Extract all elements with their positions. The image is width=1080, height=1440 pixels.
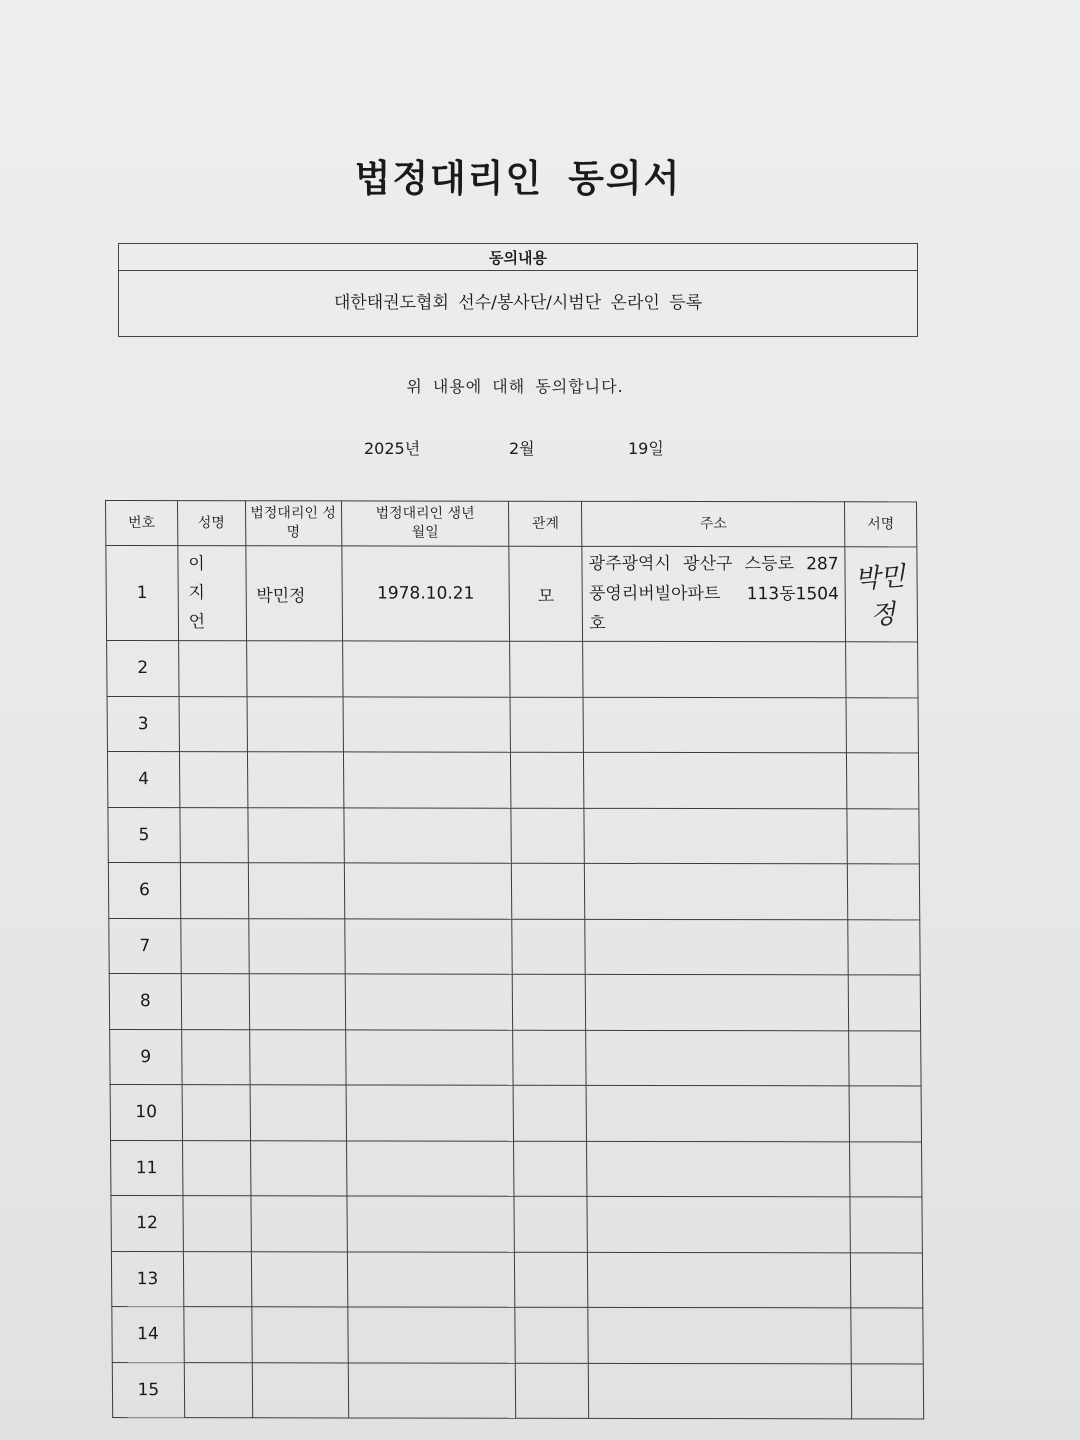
table-row <box>108 807 919 864</box>
table-row <box>106 546 918 642</box>
empty-cell <box>347 1196 515 1252</box>
empty-cell <box>589 1363 852 1419</box>
table-row <box>111 1140 922 1197</box>
rep-birthdate: 1978.10.21 <box>341 546 510 641</box>
empty-cell <box>587 1141 850 1197</box>
empty-cell <box>511 808 584 864</box>
header-rep-name-label: 법정대리인 성명 <box>250 505 337 541</box>
header-rep-name <box>245 501 341 546</box>
empty-cell <box>585 974 848 1030</box>
empty-cell <box>584 808 847 864</box>
row-number: 1 <box>106 546 179 641</box>
empty-cell <box>847 864 919 920</box>
empty-cell <box>849 1030 921 1086</box>
empty-cell <box>846 642 918 698</box>
empty-cell <box>250 1085 346 1141</box>
date-month: 2월 <box>509 439 535 458</box>
empty-cell <box>178 641 246 697</box>
empty-cell <box>250 1196 346 1252</box>
row-number: 13 <box>111 1251 183 1307</box>
empty-cell <box>346 1085 514 1141</box>
empty-cell <box>179 696 247 752</box>
empty-cell <box>180 863 248 919</box>
row-number: 14 <box>112 1307 184 1363</box>
empty-cell <box>183 1196 251 1252</box>
row-number: 6 <box>108 863 180 919</box>
empty-cell <box>511 752 584 808</box>
empty-cell <box>246 641 342 697</box>
row-number: 9 <box>110 1029 182 1085</box>
empty-cell <box>586 1030 849 1086</box>
empty-cell <box>846 697 918 753</box>
table-row <box>110 1029 921 1086</box>
student-name: 이 지 언 <box>178 546 246 641</box>
empty-cell <box>513 1030 586 1086</box>
header-address: 주소 <box>582 501 845 546</box>
empty-cell <box>180 807 248 863</box>
empty-cell <box>346 1140 514 1196</box>
empty-cell <box>516 1363 589 1419</box>
empty-cell <box>512 863 585 919</box>
table-row <box>107 752 918 809</box>
empty-cell <box>583 641 846 697</box>
empty-cell <box>251 1251 347 1307</box>
empty-cell <box>514 1141 587 1197</box>
empty-cell <box>179 752 247 808</box>
empty-cell <box>588 1252 851 1308</box>
empty-cell <box>515 1252 588 1308</box>
empty-cell <box>247 696 343 752</box>
table-row <box>111 1196 922 1253</box>
empty-cell <box>181 918 249 974</box>
table-row <box>112 1362 923 1419</box>
empty-cell <box>347 1307 515 1363</box>
empty-cell <box>585 919 848 975</box>
empty-cell <box>184 1307 252 1363</box>
signature-cell <box>845 547 918 642</box>
empty-cell <box>248 918 344 974</box>
empty-cell <box>848 975 920 1031</box>
empty-cell <box>181 974 249 1030</box>
row-number: 5 <box>108 807 180 863</box>
table-row <box>110 1085 921 1142</box>
table-row <box>112 1307 923 1364</box>
relation: 모 <box>509 546 583 641</box>
empty-cell <box>184 1362 252 1418</box>
empty-cell <box>344 863 512 919</box>
table-row <box>108 863 919 920</box>
empty-cell <box>588 1307 851 1363</box>
empty-cell <box>348 1362 516 1418</box>
empty-cell <box>345 1029 513 1085</box>
table-row <box>109 918 920 975</box>
empty-cell <box>249 974 345 1030</box>
empty-cell <box>182 1140 250 1196</box>
empty-cell <box>515 1307 588 1363</box>
empty-cell <box>248 863 344 919</box>
row-number: 11 <box>111 1140 183 1196</box>
row-number: 4 <box>107 752 179 808</box>
empty-cell <box>514 1085 587 1141</box>
empty-cell <box>343 752 511 808</box>
row-number: 12 <box>111 1196 183 1252</box>
empty-cell <box>583 697 846 753</box>
row-number: 15 <box>112 1362 184 1418</box>
empty-cell <box>510 641 583 697</box>
empty-cell <box>513 974 586 1030</box>
consent-content: 대한태권도협회 선수/봉사단/시범단 온라인 등록 <box>333 293 703 313</box>
row-number: 10 <box>110 1085 182 1141</box>
empty-cell <box>586 1085 849 1141</box>
row-number: 7 <box>109 918 181 974</box>
address: 광주광역시 광산구 스등로 287 풍영리버빌아파트 113동1504호 <box>582 546 846 641</box>
consent-header: 동의내용 <box>119 244 917 271</box>
empty-cell <box>848 919 920 975</box>
empty-cell <box>347 1251 515 1307</box>
empty-cell <box>851 1252 923 1308</box>
empty-cell <box>850 1197 922 1253</box>
empty-cell <box>247 807 343 863</box>
empty-cell <box>847 753 919 809</box>
roster-table <box>105 500 924 1419</box>
header-relation: 관계 <box>509 501 582 546</box>
empty-cell <box>851 1308 923 1364</box>
empty-cell <box>183 1251 251 1307</box>
header-rep-birth <box>341 501 509 546</box>
empty-cell <box>344 918 512 974</box>
empty-cell <box>181 1029 249 1085</box>
empty-cell <box>247 752 343 808</box>
empty-cell <box>847 808 919 864</box>
rep-name: 박민정 <box>245 546 342 641</box>
header-rep-birth-label: 법정대리인 생년월일 <box>375 505 475 541</box>
table-header-row <box>106 501 917 547</box>
table-row <box>107 641 918 698</box>
header-signature: 서명 <box>845 502 917 547</box>
header-name: 성명 <box>177 501 245 546</box>
empty-cell <box>342 641 510 697</box>
empty-cell <box>585 863 848 919</box>
table-row <box>111 1251 922 1308</box>
empty-cell <box>851 1363 923 1419</box>
empty-cell <box>587 1196 850 1252</box>
empty-cell <box>849 1086 921 1142</box>
date-year: 2025년 <box>364 439 421 458</box>
empty-cell <box>252 1362 348 1418</box>
table-row <box>109 974 920 1031</box>
empty-cell <box>584 752 847 808</box>
empty-cell <box>251 1307 347 1363</box>
document-title: 법정대리인 동의서 <box>354 156 682 200</box>
empty-cell <box>345 974 513 1030</box>
empty-cell <box>512 919 585 975</box>
empty-cell <box>182 1085 250 1141</box>
row-number: 2 <box>107 641 179 697</box>
handwritten-signature: 박민정 <box>853 561 907 632</box>
empty-cell <box>343 807 511 863</box>
agreement-statement: 위 내용에 대해 동의합니다. <box>406 377 624 396</box>
roster-table-wrapper <box>105 500 924 1398</box>
table-row <box>107 696 918 753</box>
empty-cell <box>249 1029 345 1085</box>
date-day: 19일 <box>628 439 664 458</box>
row-number: 3 <box>107 696 179 752</box>
empty-cell <box>850 1141 922 1197</box>
empty-cell <box>343 696 511 752</box>
consent-box <box>118 243 918 337</box>
row-number: 8 <box>109 974 181 1030</box>
header-number: 번호 <box>106 501 178 546</box>
empty-cell <box>510 697 583 753</box>
empty-cell <box>514 1196 587 1252</box>
empty-cell <box>250 1140 346 1196</box>
